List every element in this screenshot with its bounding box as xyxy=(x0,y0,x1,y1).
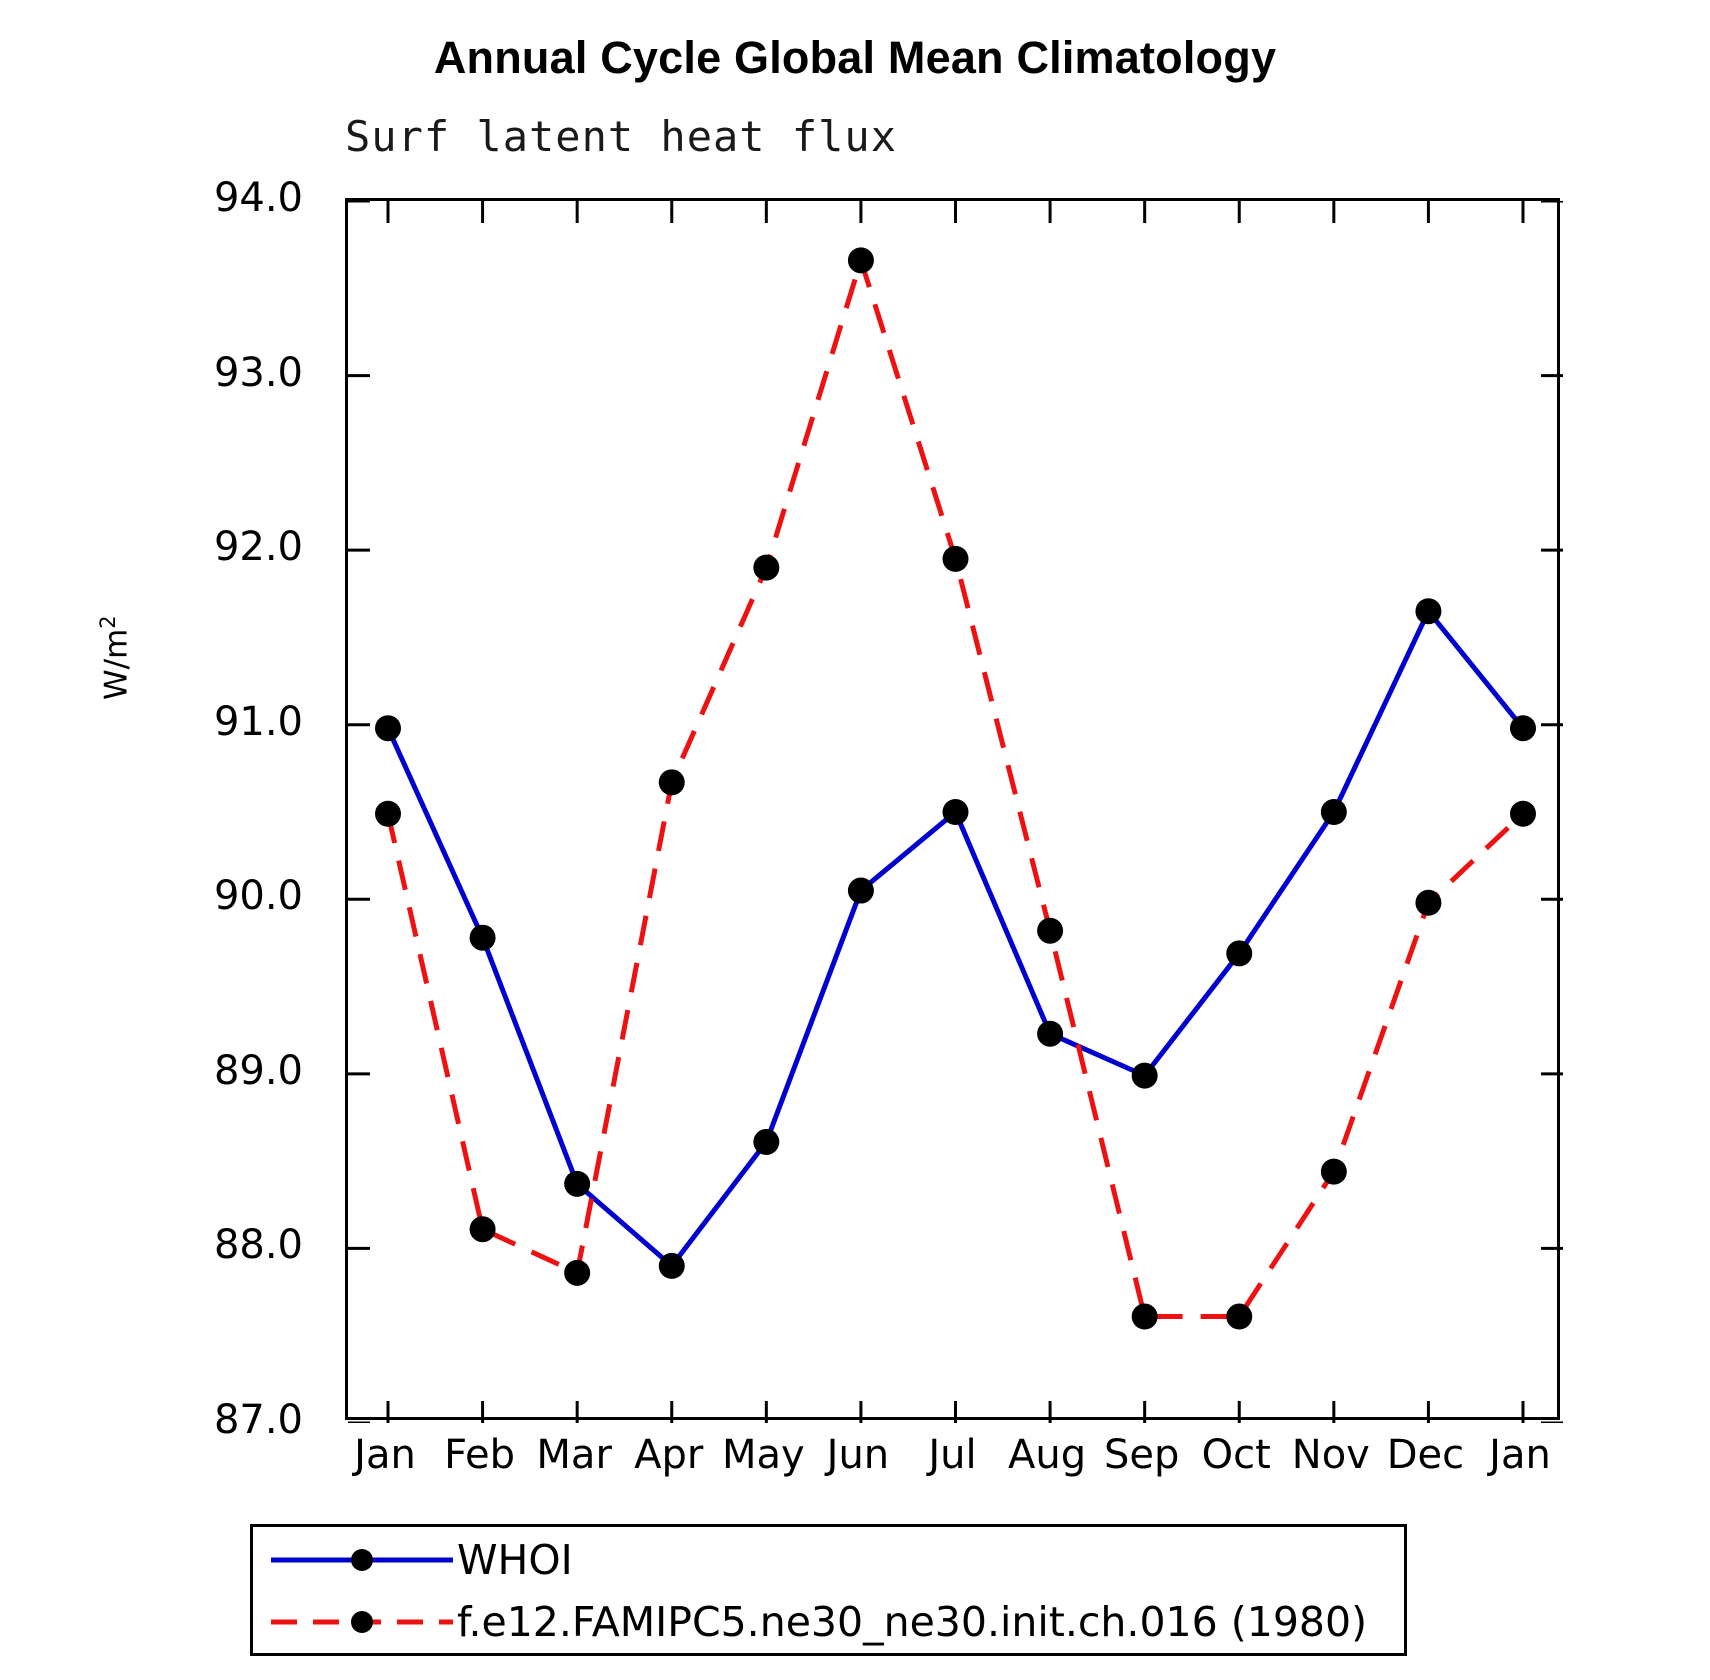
x-tick-label: May xyxy=(721,1432,805,1478)
legend-sample-line xyxy=(267,1527,457,1593)
plot-area xyxy=(345,198,1560,1420)
y-tick-label: 92.0 xyxy=(213,524,303,571)
legend-item xyxy=(253,1527,1404,1593)
y-tick-label: 87.0 xyxy=(213,1397,303,1443)
x-tick-label: Dec xyxy=(1386,1432,1465,1478)
x-tick-label: Jan xyxy=(1489,1432,1551,1478)
y-axis-label-text: W/m xyxy=(98,628,135,700)
chart-title: Annual Cycle Global Mean Climatology xyxy=(433,32,1277,83)
y-tick-label: 93.0 xyxy=(213,349,303,396)
x-tick-label: Apr xyxy=(634,1432,704,1478)
legend-label: WHOI xyxy=(457,1536,573,1584)
legend-sample-line xyxy=(267,1589,457,1655)
plot-svg xyxy=(348,201,1563,1423)
y-tick-label: 94.0 xyxy=(213,175,303,221)
x-tick-label: Sep xyxy=(1103,1432,1180,1478)
x-axis-ticks xyxy=(345,1432,1560,1492)
y-tick-label: 89.0 xyxy=(213,1047,303,1094)
chart-subtitle: Surf latent heat flux xyxy=(345,112,898,161)
x-tick-label: Nov xyxy=(1291,1432,1370,1478)
y-tick-label: 90.0 xyxy=(213,873,303,920)
y-tick-label: 88.0 xyxy=(213,1222,303,1269)
y-axis-label-exponent: 2 xyxy=(96,615,120,629)
y-tick-label: 91.0 xyxy=(213,698,303,745)
x-tick-label: Jun xyxy=(826,1432,890,1478)
legend-item xyxy=(253,1589,1404,1655)
x-tick-label: Oct xyxy=(1201,1432,1271,1478)
x-tick-label: Mar xyxy=(536,1432,612,1478)
legend-label: f.e12.FAMIPC5.ne30_ne30.init.ch.016 (1980) xyxy=(457,1598,1368,1646)
x-tick-label: Aug xyxy=(1008,1432,1087,1478)
chart-legend xyxy=(250,1524,1407,1656)
x-tick-label: Jan xyxy=(354,1432,416,1478)
y-axis-ticks xyxy=(0,175,325,1443)
x-tick-label: Jul xyxy=(928,1432,977,1478)
x-tick-label: Feb xyxy=(444,1432,515,1478)
